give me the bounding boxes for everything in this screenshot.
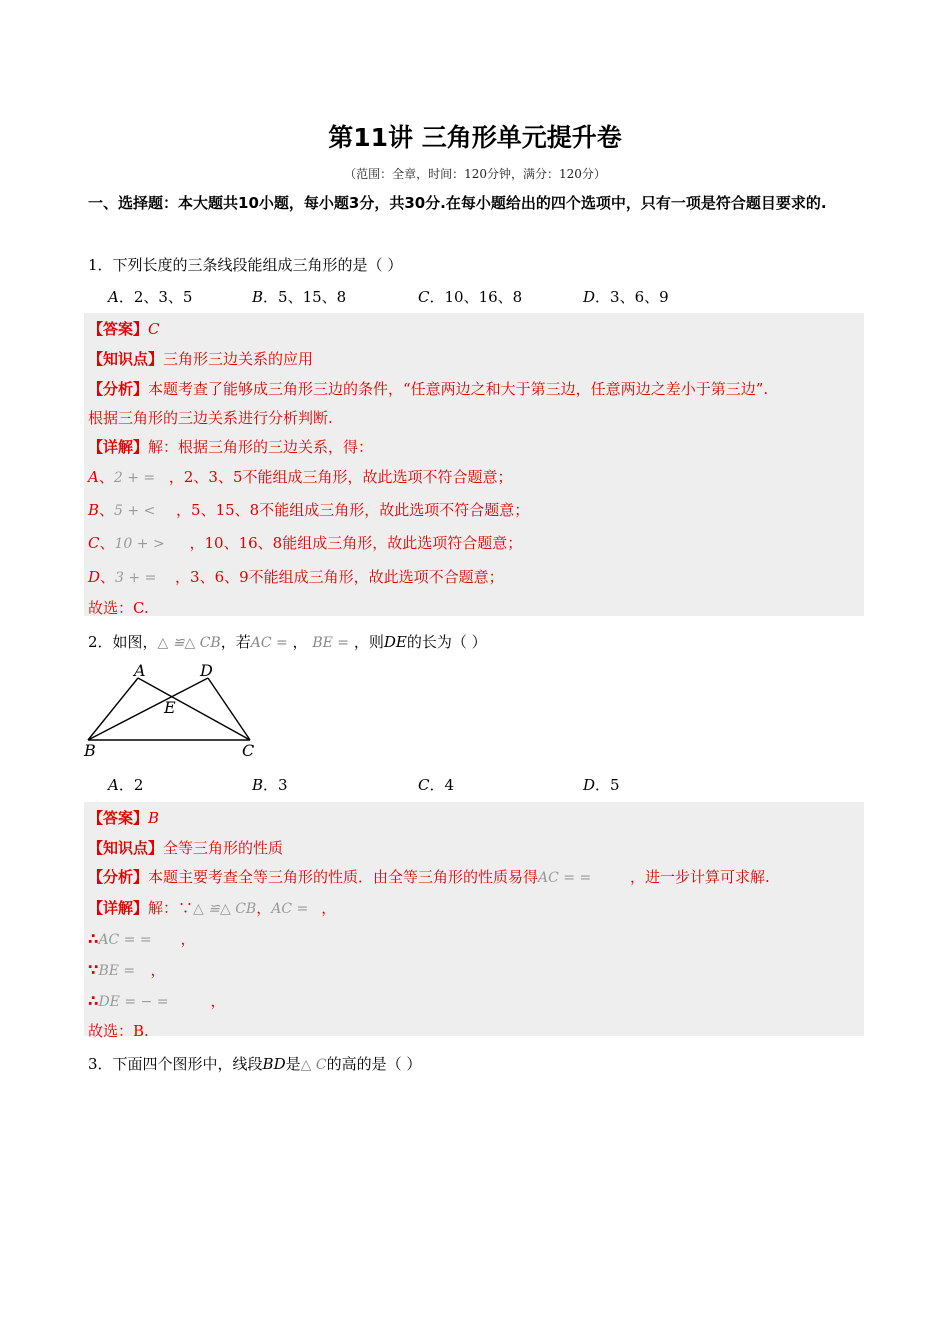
- label-d: D: [200, 661, 213, 680]
- q2-knowledge-point: 【知识点】全等三角形的性质: [88, 839, 284, 857]
- triangle-figure: [80, 660, 270, 760]
- q2-option-d: D．5: [583, 776, 620, 794]
- q1-analysis-cont: 根据三角形的三边关系进行分析判断.: [88, 409, 333, 427]
- q1-answer: 【答案】C: [88, 320, 160, 338]
- label-e: E: [164, 698, 176, 717]
- question-1-stem: 1．下列长度的三条线段能组成三角形的是（ ）: [88, 256, 403, 274]
- question-3-stem: 3．下面四个图形中，线段BD是△ C的高的是（ ）: [88, 1055, 422, 1073]
- q1-option-a: A．2、3、5: [108, 288, 193, 306]
- section-heading: 一、选择题：本大题共10小题，每小题3分，共30分.在每小题给出的四个选项中，只有一项是符合题目要求的.: [88, 194, 827, 212]
- q2-analysis: 【分析】本题主要考查全等三角形的性质．由全等三角形的性质易得AC = = ，进一步计算可求解.: [88, 868, 770, 886]
- q2-detail: 【详解】解：∵△ ≌△ CB，AC = ，: [88, 899, 337, 917]
- q2-step-1: ∴AC = = ，: [88, 930, 196, 948]
- segment-dc: [208, 678, 250, 740]
- label-b: B: [84, 741, 96, 760]
- q1-detail-line-a: A、2 + = ，2、3、5不能组成三角形，故此选项不符合题意；: [88, 468, 513, 486]
- q1-analysis: 【分析】本题考查了能够成三角形三边的条件，“任意两边之和大于第三边，任意两边之差小于第三边”.: [88, 380, 769, 398]
- page-title: 第11讲 三角形单元提升卷: [328, 123, 622, 152]
- question-2-stem: 2．如图，△ ≌△ CB，若AC = ， BE = ，则DE的长为（ ）: [88, 633, 487, 651]
- q1-detail-line-d: D、3 + = ，3、6、9不能组成三角形，故此选项不合题意；: [88, 568, 504, 586]
- q1-option-c: C．10、16、8: [418, 288, 523, 306]
- q1-option-d: D．3、6、9: [583, 288, 669, 306]
- page-subtitle: （范围：全章，时间：120分钟，满分：120分）: [344, 167, 606, 181]
- segment-bd: [88, 678, 208, 740]
- q1-option-b: B．5、15、8: [252, 288, 347, 306]
- segment-ac: [138, 678, 250, 740]
- q1-knowledge-point: 【知识点】三角形三边关系的应用: [88, 350, 314, 368]
- q2-option-b: B．3: [252, 776, 288, 794]
- segment-ba: [88, 678, 138, 740]
- q2-step-3: ∴DE = − = ，: [88, 992, 226, 1010]
- q2-step-2: ∵BE = ，: [88, 961, 166, 979]
- q1-detail: 【详解】解：根据三角形的三边关系，得：: [88, 438, 374, 456]
- q2-option-a: A．2: [108, 776, 144, 794]
- q2-conclusion: 故选：B.: [88, 1022, 149, 1040]
- label-a: A: [134, 661, 146, 680]
- q1-detail-line-c: C、10 + > ，10、16、8能组成三角形，故此选项符合题意；: [88, 534, 523, 552]
- q1-detail-line-b: B、5 + < ，5、15、8不能组成三角形，故此选项不符合题意；: [88, 501, 530, 519]
- label-c: C: [242, 741, 255, 760]
- q2-option-c: C．4: [418, 776, 455, 794]
- q1-conclusion: 故选：C.: [88, 599, 149, 617]
- q2-answer: 【答案】B: [88, 809, 160, 827]
